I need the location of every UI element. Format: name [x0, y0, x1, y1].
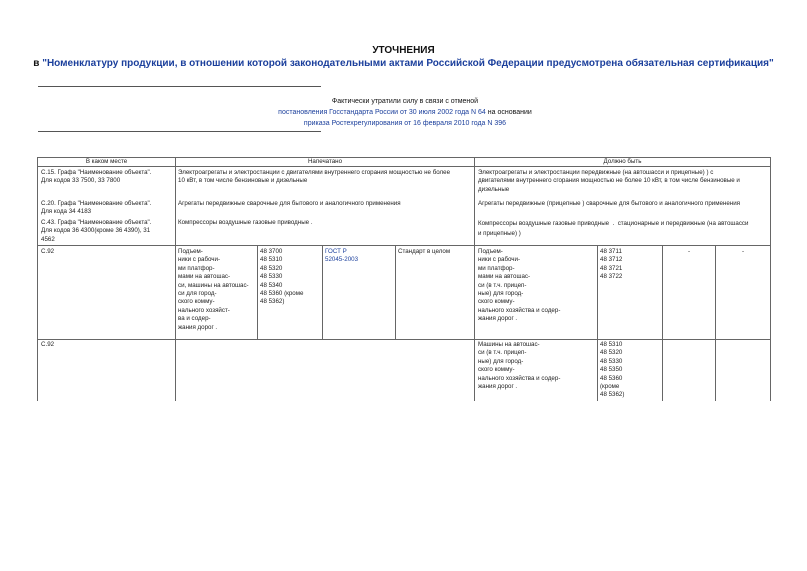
column-divider [257, 245, 258, 339]
header-printed: Напечатано [307, 158, 343, 165]
r4-dash: - [741, 248, 745, 255]
column-divider [715, 245, 716, 401]
nomenclature-link[interactable]: "Номенклатуру продукции, в отношении которой законодательными актами Российской Федерации предусмотрена обязательная сертификация" [42, 58, 774, 69]
top-divider [38, 86, 321, 87]
r3-printed: Компрессоры воздушные газовые приводные . [178, 219, 313, 226]
r2-printed: Агрегаты передвижные сварочные для бытового и аналогичного применения [178, 200, 401, 207]
subtitle-prefix: в [33, 58, 43, 69]
column-divider [474, 157, 475, 401]
bottom-divider [38, 131, 321, 132]
r1-printed: Электроагрегаты и электростанции с двигателями внутреннего сгорания мощностью не более 10 кВт, в том числе бензиновые и дизельные [178, 169, 451, 185]
r5-location: С.92 [41, 341, 55, 348]
r1-location: С.15. Графа "Наименование объекта". Для кодов 33 7500, 33 7800 [41, 169, 152, 185]
r5-should-name: Машины на автошас- си (в т.ч. прицеп- ные) для город- ского комму- нального хозяйства и содер- жания дорог . [478, 341, 561, 391]
r4-dash: - [687, 248, 691, 255]
r3-location: С.43. Графа "Наименование объекта". Для кодов 36 4300(кроме 36 4390), 31 4562 [41, 219, 152, 243]
document-subtitle [0, 57, 807, 70]
column-divider [662, 245, 663, 401]
gost-standard-link[interactable]: ГОСТ Р 52045-2003 [325, 248, 359, 264]
corrections-table [37, 157, 771, 403]
r4-printed-scope: Стандарт в целом [398, 248, 451, 255]
table-border-left [37, 157, 38, 401]
r4-location: С.92 [41, 248, 55, 255]
order-link[interactable]: приказа Ростехрегулирования от 16 февраля 2010 года N 396 [303, 120, 507, 127]
note-line-2-rest: на основании [485, 109, 532, 116]
table-border-right [770, 157, 771, 401]
row-divider [37, 339, 770, 340]
r4-printed-codes: 48 3700 48 5310 48 5320 48 5330 48 5340 48 5360 (кроме 48 5362) [260, 248, 304, 306]
header-location: В каком месте [85, 158, 128, 165]
r4-printed-name: Подъем- ники с рабочи- ми платфор- мами на автошас- си, машины на автошас- си для город- ского комму- нального хозяйст- ва и содер- жания дорог . [178, 248, 249, 331]
column-divider [597, 245, 598, 401]
column-divider [322, 245, 323, 339]
column-divider [175, 157, 176, 401]
r4-should-codes: 48 3711 48 3712 48 3721 48 3722 [600, 248, 623, 281]
r5-should-codes: 48 5310 48 5320 48 5330 48 5350 48 5360 (кроме 48 5362) [600, 341, 625, 399]
r2-location: С.20. Графа "Наименование объекта". Для кода 34 4183 [41, 200, 152, 216]
document-title: УТОЧНЕНИЯ [372, 45, 435, 56]
row-divider [37, 245, 770, 246]
r3-should-be: Компрессоры воздушные газовые приводные . стационарные и передвижные (на автошасси и прицепные) ) [478, 220, 749, 237]
resolution-link[interactable]: постановления Госстандарта России от 30 июля 2002 года N 64 [278, 109, 486, 116]
validity-note [240, 96, 570, 129]
column-divider [395, 245, 396, 339]
document-heading [0, 44, 807, 70]
r1-should-be: Электроагрегаты и электростанции передвижные (на автошасси и прицепные) ) с двигателями внутреннего сгорания мощностью не более 10 кВт, в том числе бензиновые и дизельные [478, 169, 740, 193]
header-should-be: Должно быть [603, 158, 642, 165]
r2-should-be: Агрегаты передвижные (прицепные ) сварочные для бытового и аналогичного применения [478, 200, 740, 207]
note-line-1: Фактически утратили силу в связи с отменой [331, 98, 479, 105]
note-line-2 [240, 107, 570, 118]
r4-should-name: Подъем- ники с рабочи- ми платфор- мами на автошас- си (в т.ч. прицеп- ные) для город- ского комму- нального хозяйства и содер- жания дорог . [478, 248, 561, 323]
